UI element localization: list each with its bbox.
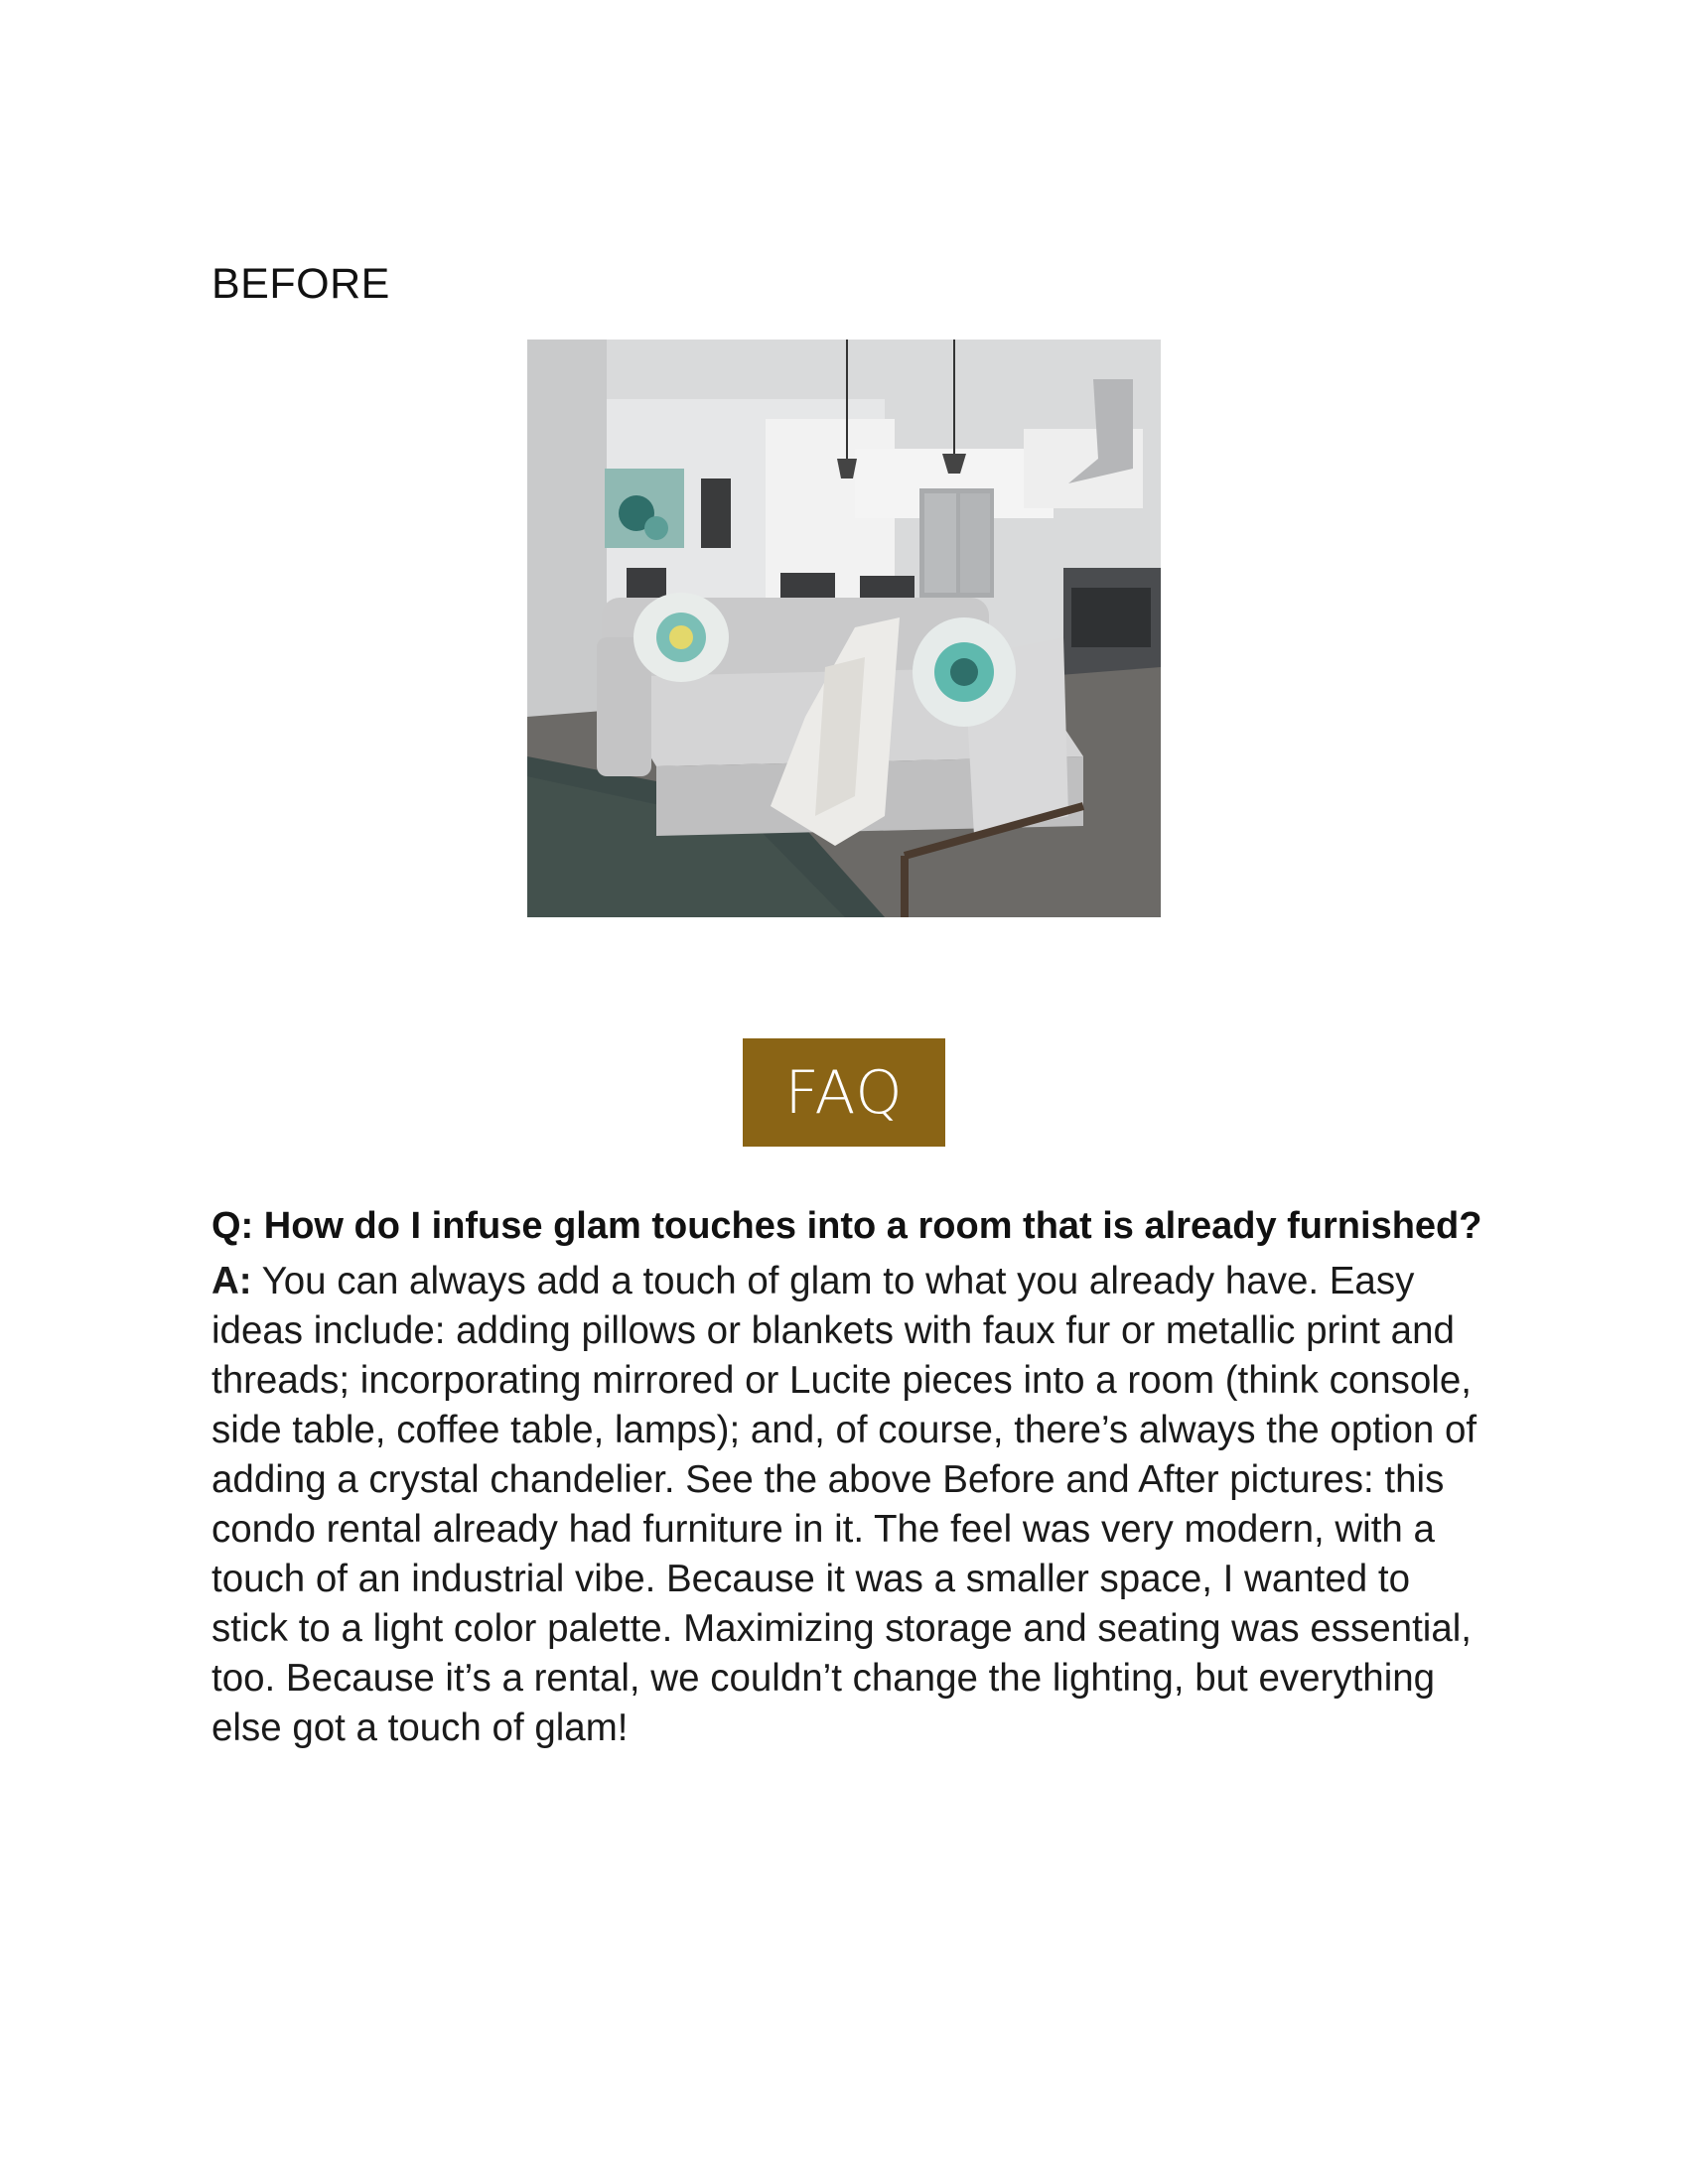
faq-answer xyxy=(211,1257,1492,1753)
section-label: BEFORE xyxy=(211,260,390,308)
living-room-photo xyxy=(527,340,1161,917)
faq-badge: FAQ xyxy=(743,1038,945,1147)
faq-content xyxy=(211,1201,1492,1753)
answer-prefix: A: xyxy=(211,1260,252,1302)
answer-body: You can always add a touch of glam to what you already have. Easy ideas include: adding pillows or blankets with faux fur or metallic print and threads; incorporating mirrored or Lucite pieces into a room (think console, side table, coffee table, lamps); and, of course, there’s always the option of adding a crystal chandelier. See the above Before and After pictures: this condo rental already had furniture in it. The feel was very modern, with a touch of an industrial vibe. Because it was a smaller space, I wanted to stick to a light color palette. Maximizing storage and seating was essential, too. Because it’s a rental, we couldn’t change the lighting, but everything else got a touch of glam! xyxy=(211,1260,1477,1749)
faq-question: Q: How do I infuse glam touches into a room that is already furnished? xyxy=(211,1205,1482,1247)
